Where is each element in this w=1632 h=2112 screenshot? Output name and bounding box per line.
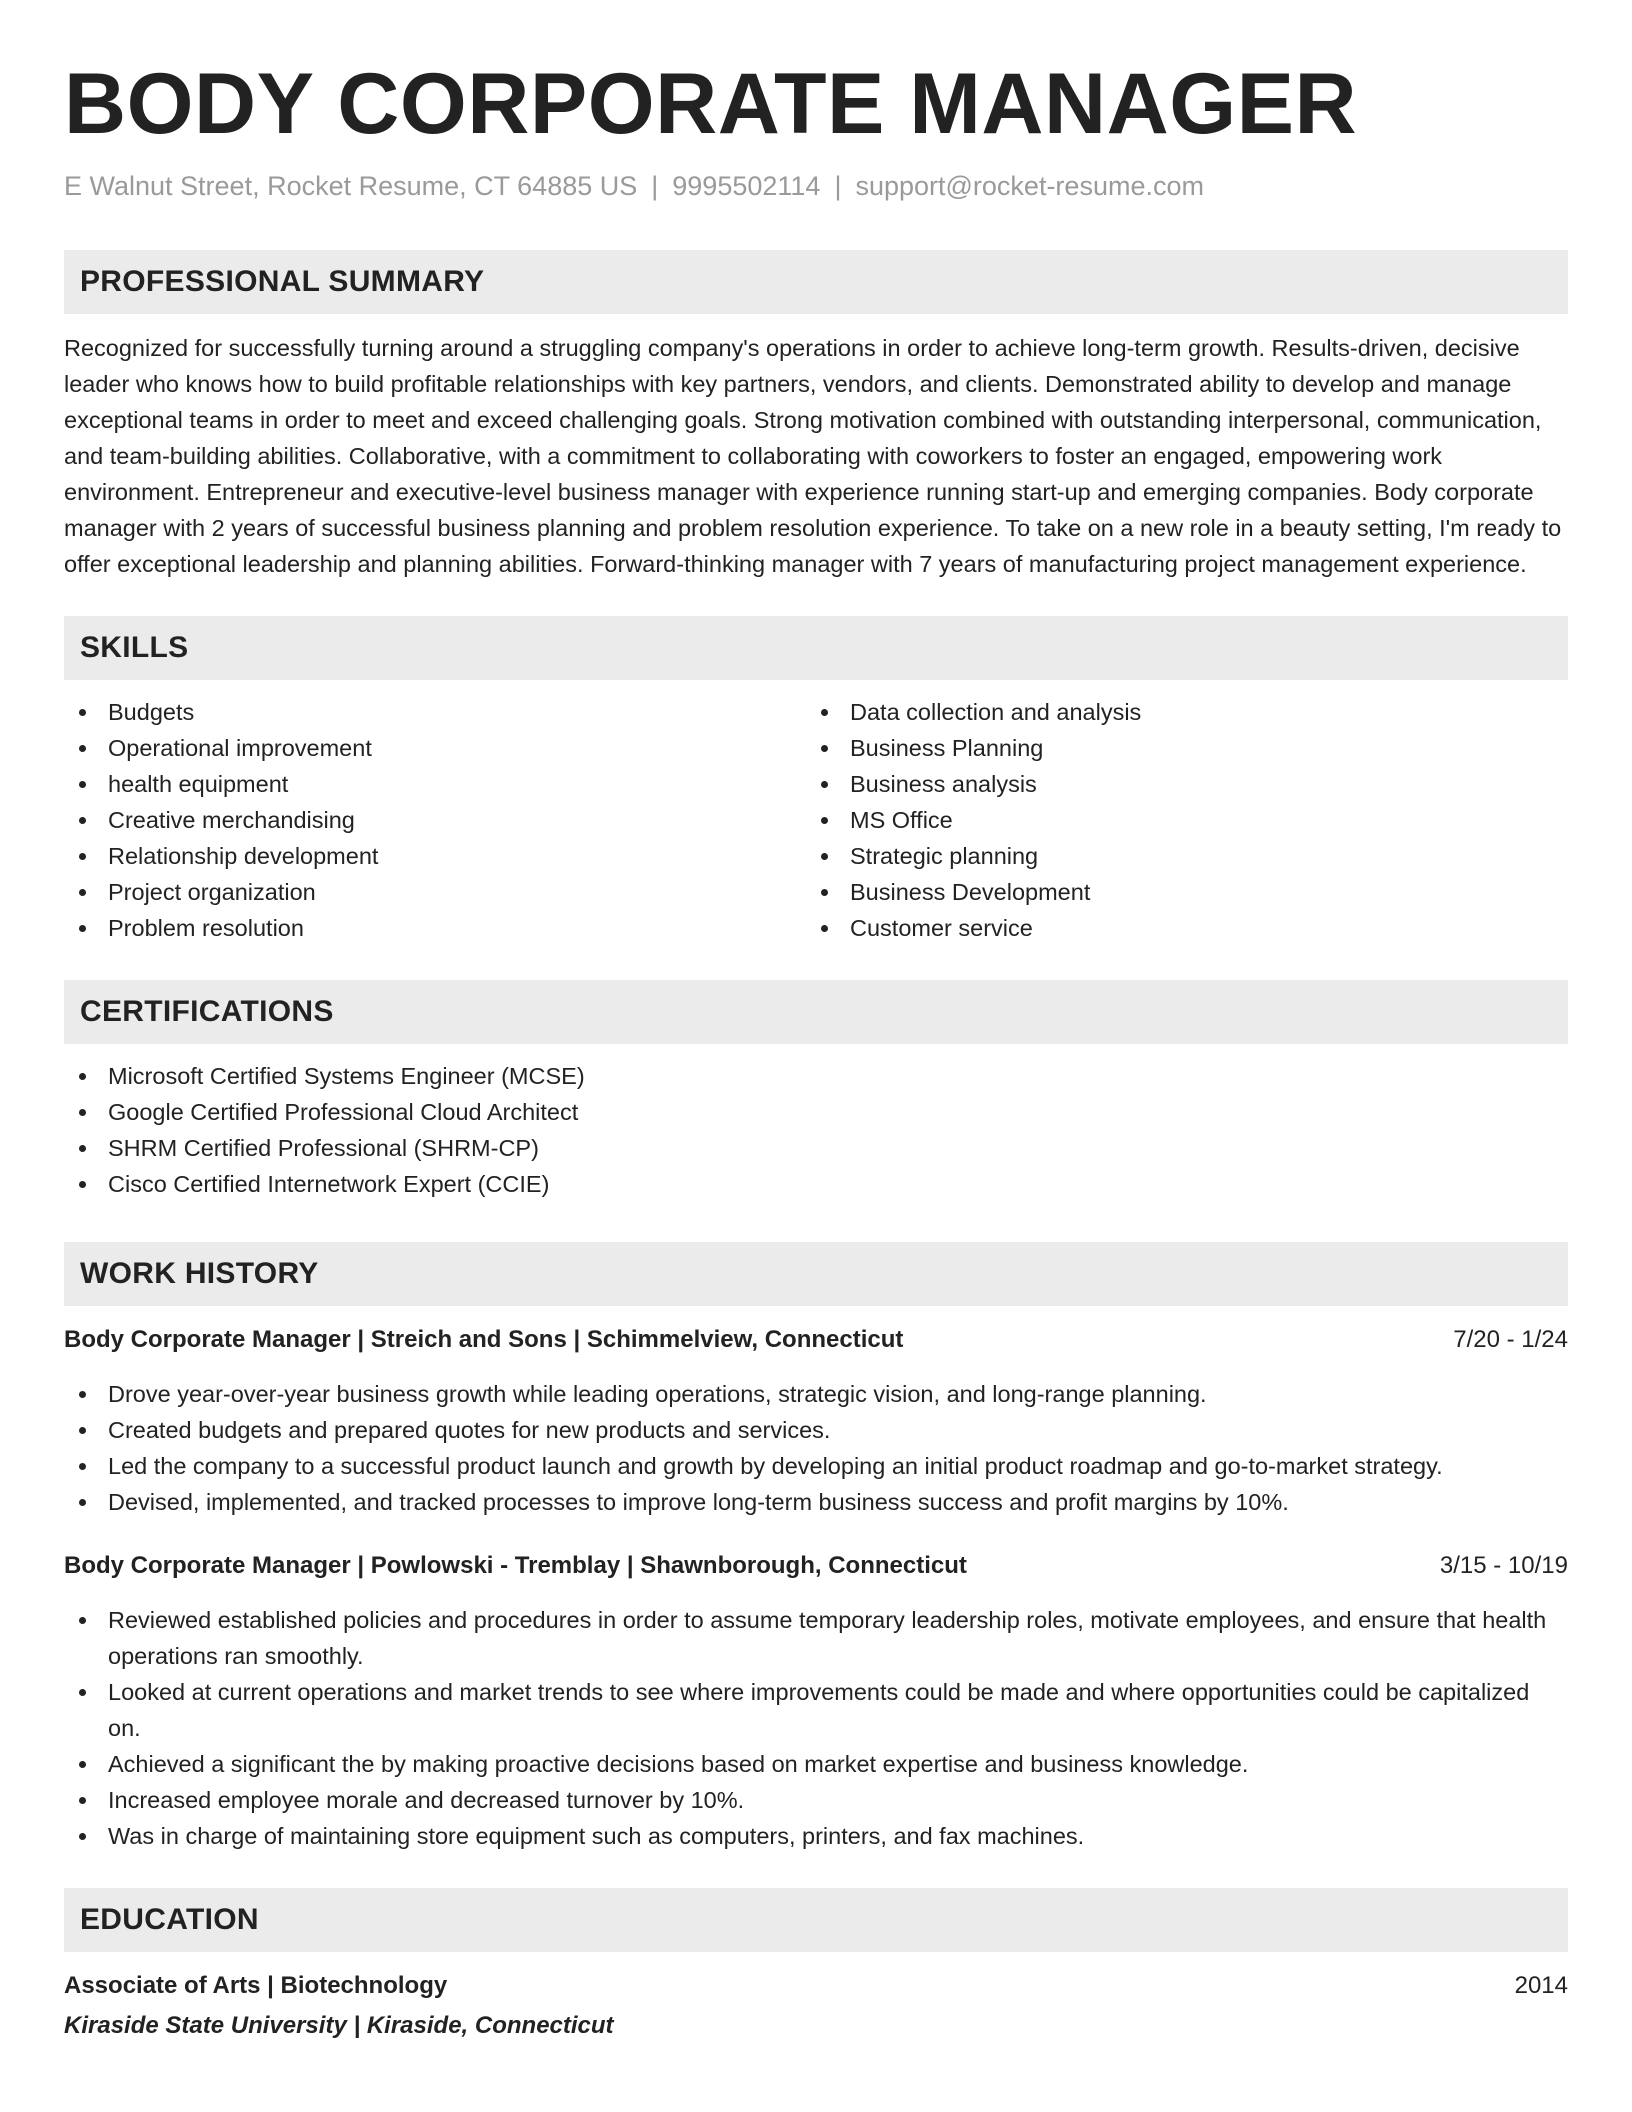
education-header — [64, 1968, 1568, 2004]
education-year: 2014 — [1514, 1972, 1568, 1999]
certification-item: Microsoft Certified Systems Engineer (MCSE) — [64, 1058, 1568, 1094]
skill-item: MS Office — [806, 802, 1548, 838]
job-bullet: Devised, implemented, and tracked processes to improve long-term business success and profit margins by 10%. — [64, 1484, 1568, 1520]
job-bullet: Was in charge of maintaining store equipment such as computers, printers, and fax machines. — [64, 1818, 1568, 1854]
job-bullets — [64, 1376, 1568, 1520]
education-entry — [64, 1968, 1568, 2044]
skills-column-right — [806, 694, 1548, 946]
contact-line — [64, 168, 1568, 204]
skill-item: Project organization — [64, 874, 806, 910]
job-title: Body Corporate Manager | Streich and Sons | Schimmelview, Connecticut — [64, 1326, 904, 1353]
skill-item: Customer service — [806, 910, 1548, 946]
skills-list — [64, 694, 1568, 946]
skill-item: Relationship development — [64, 838, 806, 874]
certification-item: Cisco Certified Internetwork Expert (CCIE) — [64, 1166, 1568, 1202]
job-bullet: Created budgets and prepared quotes for new products and services. — [64, 1412, 1568, 1448]
skills-heading: SKILLS — [64, 616, 1568, 680]
contact-email[interactable]: support@rocket-resume.com — [855, 171, 1204, 201]
certifications-list — [64, 1058, 1568, 1202]
contact-separator: | — [651, 171, 659, 201]
education-heading: EDUCATION — [64, 1888, 1568, 1952]
certification-item: SHRM Certified Professional (SHRM-CP) — [64, 1130, 1568, 1166]
skill-item: Creative merchandising — [64, 802, 806, 838]
job-bullet: Looked at current operations and market trends to see where improvements could be made and where opportunities could be capitalized on. — [64, 1674, 1568, 1746]
skill-item: Data collection and analysis — [806, 694, 1548, 730]
job-dates: 7/20 - 1/24 — [1453, 1326, 1568, 1353]
education-degree: Associate of Arts | Biotechnology — [64, 1972, 448, 1999]
work-history-heading: WORK HISTORY — [64, 1242, 1568, 1306]
summary-text: Recognized for successfully turning around a struggling company's operations in order to achieve long-term growth. Results-driven, decisive leader who knows how to build profitable relationships with key partners, vendors, and clients. Demonstrated ability to develop and manage exceptional teams in order to meet and exceed challenging goals. Strong motivation combined with outstanding interpersonal, communication, and team-building abilities. Collaborative, with a commitment to collaborating with coworkers to foster an engaged, empowering work environment. Entrepreneur and executive-level business manager with experience running start-up and emerging companies. Body corporate manager with 2 years of successful business planning and problem resolution experience. To take on a new role in a beauty setting, I'm ready to offer exceptional leadership and planning abilities. Forward-thinking manager with 7 years of manufacturing project management experience. — [64, 335, 1562, 577]
job-title: Body Corporate Manager | Powlowski - Tremblay | Shawnborough, Connecticut — [64, 1552, 967, 1579]
skill-item: Business Development — [806, 874, 1548, 910]
contact-phone: 9995502114 — [672, 171, 821, 201]
job-entry — [64, 1322, 1568, 1520]
skills-column-left — [64, 694, 806, 946]
job-entry — [64, 1548, 1568, 1854]
job-bullet: Led the company to a successful product launch and growth by developing an initial product roadmap and go-to-market strategy. — [64, 1448, 1568, 1484]
candidate-name: BODY CORPORATE MANAGER — [64, 56, 1358, 152]
skill-item: Business Planning — [806, 730, 1548, 766]
job-bullet: Drove year-over-year business growth while leading operations, strategic vision, and long-range planning. — [64, 1376, 1568, 1412]
job-header — [64, 1548, 1568, 1584]
job-bullet: Increased employee morale and decreased turnover by 10%. — [64, 1782, 1568, 1818]
job-dates: 3/15 - 10/19 — [1439, 1552, 1568, 1579]
job-header — [64, 1322, 1568, 1358]
resume-page — [64, 56, 1568, 2044]
skill-item: health equipment — [64, 766, 806, 802]
contact-separator: | — [834, 171, 842, 201]
certification-item: Google Certified Professional Cloud Architect — [64, 1094, 1568, 1130]
job-bullets — [64, 1602, 1568, 1854]
summary-heading: PROFESSIONAL SUMMARY — [64, 250, 1568, 314]
contact-address: E Walnut Street, Rocket Resume, CT 64885 US — [64, 171, 638, 201]
job-bullet: Reviewed established policies and procedures in order to assume temporary leadership roles, motivate employees, and ensure that health operations ran smoothly. — [64, 1602, 1568, 1674]
skill-item: Problem resolution — [64, 910, 806, 946]
skill-item: Operational improvement — [64, 730, 806, 766]
skill-item: Business analysis — [806, 766, 1548, 802]
skill-item: Strategic planning — [806, 838, 1548, 874]
certifications-heading: CERTIFICATIONS — [64, 980, 1568, 1044]
job-bullet: Achieved a significant the by making proactive decisions based on market expertise and business knowledge. — [64, 1746, 1568, 1782]
skill-item: Budgets — [64, 694, 806, 730]
education-school: Kiraside State University | Kiraside, Connecticut — [64, 2012, 614, 2039]
